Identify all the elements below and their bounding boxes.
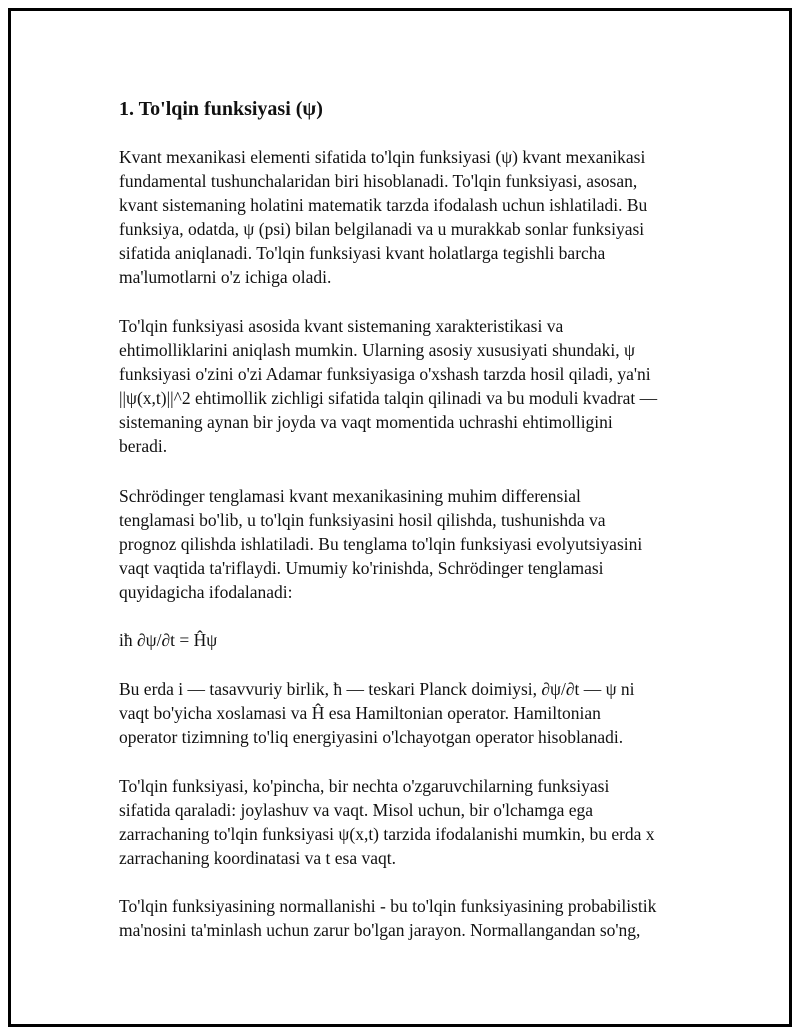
text-line: sifatida qaraladi: joylashuv va vaqt. Misol uchun, bir o'lchamga ega [119,800,594,820]
text-line: Bu erda i — tasavvuriy birlik, ħ — teskari Planck doimiysi, ∂ψ/∂t — ψ ni [119,679,635,699]
text-line: zarrachaning koordinatasi va t esa vaqt. [119,848,396,868]
text-line: kvant sistemaning holatini matematik tarzda ifodalash uchun ishlatiladi. Bu [119,195,648,215]
equation: iħ ∂ψ/∂t = Ĥψ [119,630,218,650]
text-line: ||ψ(x,t)||^2 ehtimollik zichligi sifatida talqin qilinadi va bu moduli kvadrat — [119,388,658,408]
text-line: beradi. [119,436,168,456]
text-line: sifatida aniqlanadi. To'lqin funksiyasi kvant holatlarga tegishli barcha [119,243,606,263]
text-line: tenglamasi bo'lib, u to'lqin funksiyasini hosil qilishda, tushunishda va [119,510,606,530]
text-line: funksiyasi o'zini o'zi Adamar funksiyasiga o'xshash tarzda hosil qiladi, ya'ni [119,364,651,384]
text-line: To'lqin funksiyasining normallanishi - bu to'lqin funksiyasining probabilistik [119,896,657,916]
text-line: fundamental tushunchalaridan biri hisoblanadi. To'lqin funksiyasi, asosan, [119,171,638,191]
paragraph-probability [119,314,699,458]
text-line: zarrachaning to'lqin funksiyasi ψ(x,t) tarzida ifodalanishi mumkin, bu erda x [119,824,655,844]
text-line: Schrödinger tenglamasi kvant mexanikasining muhim differensial [119,486,581,506]
page-frame [8,8,792,1027]
paragraph-intro [119,145,699,289]
paragraph-normalization [119,894,699,942]
text-line: sistemaning aynan bir joyda va vaqt momentida uchrashi ehtimolligini [119,412,613,432]
text-line: vaqt bo'yicha xoslamasi va Ĥ esa Hamiltonian operator. Hamiltonian [119,703,601,723]
paragraph-variables [119,774,699,870]
text-line: Kvant mexanikasi elementi sifatida to'lqin funksiyasi (ψ) kvant mexanikasi [119,147,646,167]
text-line: ma'nosini ta'minlash uchun zarur bo'lgan jarayon. Normallangandan so'ng, [119,920,641,940]
text-line: funksiya, odatda, ψ (psi) bilan belgilanadi va u murakkab sonlar funksiyasi [119,219,645,239]
text-line: quyidagicha ifodalanadi: [119,582,293,602]
text-line: prognoz qilishda ishlatiladi. Bu tenglama to'lqin funksiyasi evolyutsiyasini [119,534,643,554]
text-line: ma'lumotlarni o'z ichiga oladi. [119,267,332,287]
text-line: vaqt vaqtida ta'riflaydi. Umumiy ko'rinishda, Schrödinger tenglamasi [119,558,604,578]
text-line: operator tizimning to'liq energiyasini o'lchayotgan operator hisoblanadi. [119,727,624,747]
text-line: To'lqin funksiyasi asosida kvant sistemaning xarakteristikasi va [119,316,564,336]
paragraph-schrodinger [119,484,699,604]
paragraph-terms [119,677,699,749]
section-heading: 1. To'lqin funksiyasi (ψ) [119,98,323,120]
text-line: To'lqin funksiyasi, ko'pincha, bir nechta o'zgaruvchilarning funksiyasi [119,776,610,796]
text-line: ehtimolliklarini aniqlash mumkin. Ularning asosiy xususiyati shundaki, ψ [119,340,635,360]
